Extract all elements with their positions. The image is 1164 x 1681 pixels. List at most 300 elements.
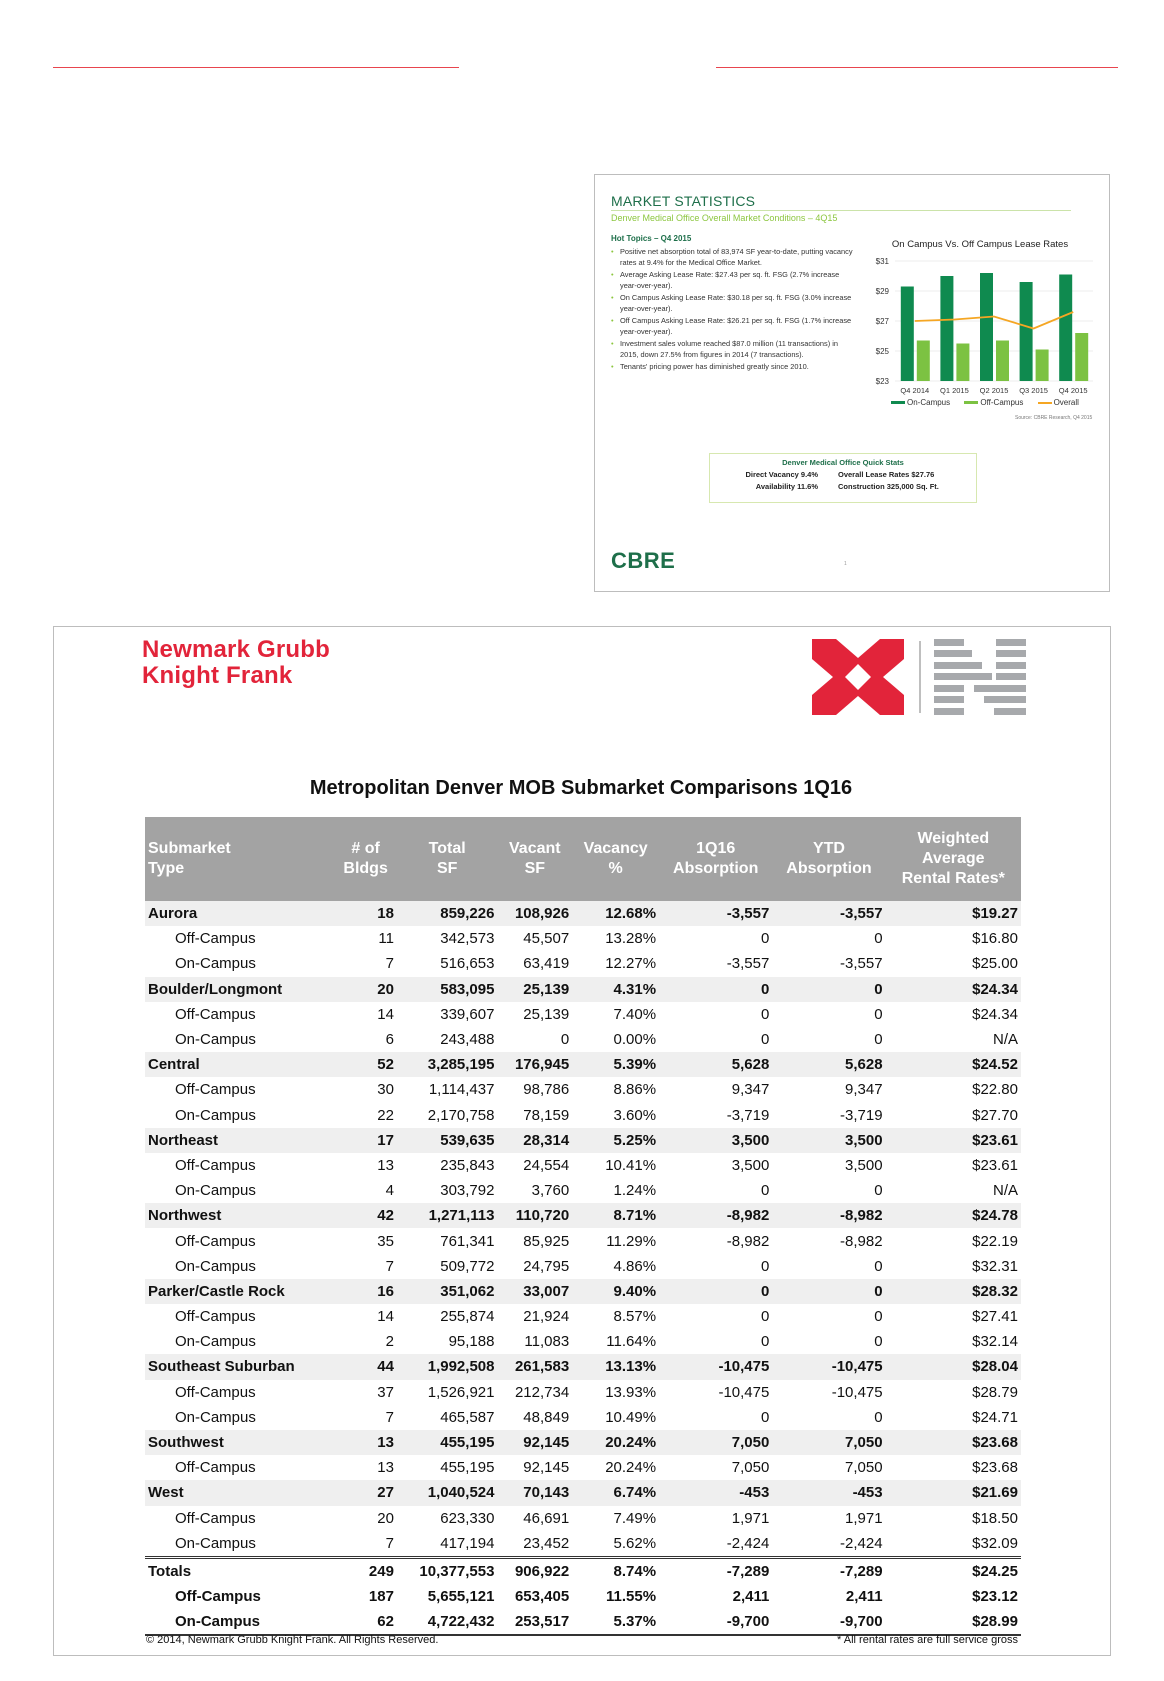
chart-bar-off-campus bbox=[996, 341, 1009, 382]
table-cell: 25,139 bbox=[523, 1005, 570, 1023]
table-cell: N/A bbox=[992, 1182, 1018, 1200]
top-rule-right bbox=[716, 67, 1118, 68]
table-cell: 0 bbox=[874, 1308, 883, 1326]
table-cell: 249 bbox=[334, 1557, 397, 1584]
table-cell: On-Campus bbox=[175, 1031, 256, 1049]
table-cell: West bbox=[145, 1480, 334, 1505]
table-cell: 35 bbox=[377, 1232, 394, 1250]
table-cell: 509,772 bbox=[440, 1257, 495, 1275]
quick-stats-row bbox=[710, 470, 976, 479]
table-cell: Off-Campus bbox=[175, 1005, 256, 1023]
table-cell: 0 bbox=[874, 1333, 883, 1351]
table-cell: $23.12 bbox=[972, 1588, 1018, 1606]
table-cell: 2 bbox=[385, 1333, 394, 1351]
table-cell: 243,488 bbox=[440, 1031, 495, 1049]
table-cell: N/A bbox=[992, 1031, 1018, 1049]
table-cell: 255,874 bbox=[440, 1308, 495, 1326]
table-cell: $23.61 bbox=[886, 1128, 1021, 1153]
table-cell: 7,050 bbox=[659, 1430, 772, 1455]
table-cell: -8,982 bbox=[659, 1203, 772, 1228]
table-cell: -3,557 bbox=[840, 955, 883, 973]
table-cell: 10,377,553 bbox=[397, 1557, 498, 1584]
table-cell: 859,226 bbox=[397, 901, 498, 926]
table-cell: Off-Campus bbox=[175, 930, 256, 948]
table-cell: $22.80 bbox=[972, 1081, 1018, 1099]
chart-legend bbox=[891, 398, 1091, 407]
table-cell: 3.60% bbox=[613, 1106, 657, 1124]
table-cell: On-Campus bbox=[175, 1534, 256, 1552]
chart-y-tick: $25 bbox=[875, 347, 889, 356]
table-cell: -3,719 bbox=[726, 1106, 770, 1124]
table-cell: On-Campus bbox=[175, 1408, 256, 1426]
table-cell: 10.41% bbox=[605, 1156, 657, 1174]
brand-line: Knight Frank bbox=[142, 662, 293, 689]
table-cell: -2,424 bbox=[726, 1534, 770, 1552]
table-cell: 0 bbox=[760, 1005, 770, 1023]
table-cell: 465,587 bbox=[440, 1408, 495, 1426]
table-cell: $24.34 bbox=[886, 977, 1021, 1002]
table-cell: 70,143 bbox=[497, 1480, 572, 1505]
submarket-comparison-panel bbox=[53, 626, 1111, 1656]
market-statistics-slide bbox=[594, 174, 1110, 592]
col-header-vacancy: Vacancy % bbox=[572, 817, 659, 901]
chart-title: On Campus Vs. Off Campus Lease Rates bbox=[891, 239, 1069, 250]
table-row bbox=[145, 1531, 1021, 1558]
table-cell: $32.09 bbox=[972, 1534, 1018, 1552]
table-cell: 7.40% bbox=[613, 1005, 657, 1023]
table-cell: 0 bbox=[874, 1182, 883, 1200]
table-cell: 1,040,524 bbox=[397, 1480, 498, 1505]
table-cell: 187 bbox=[368, 1588, 394, 1606]
legend-swatch-on-campus bbox=[891, 401, 905, 404]
table-cell: Northwest bbox=[145, 1203, 334, 1228]
table-cell: -10,475 bbox=[659, 1354, 772, 1379]
table-cell: 0 bbox=[874, 1257, 883, 1275]
table-cell: 20.24% bbox=[605, 1459, 657, 1477]
table-cell: 25,139 bbox=[497, 977, 572, 1002]
chart-y-tick: $31 bbox=[875, 257, 889, 266]
overall-lease-rates: Overall Lease Rates $27.76 bbox=[838, 470, 935, 479]
construction: Construction 325,000 Sq. Ft. bbox=[838, 482, 939, 491]
table-cell: 1,114,437 bbox=[428, 1081, 495, 1099]
table-cell: 176,945 bbox=[497, 1052, 572, 1077]
table-cell: 0 bbox=[874, 1031, 883, 1049]
table-cell: 5.39% bbox=[572, 1052, 659, 1077]
table-cell: 261,583 bbox=[497, 1354, 572, 1379]
table-row bbox=[145, 1329, 1021, 1354]
table-cell: 761,341 bbox=[440, 1232, 495, 1250]
table-cell: -453 bbox=[772, 1480, 885, 1505]
table-cell: 0 bbox=[874, 1005, 883, 1023]
table-cell: 22 bbox=[377, 1106, 394, 1124]
chart-bar-off-campus bbox=[917, 341, 930, 382]
table-cell: 13.13% bbox=[572, 1354, 659, 1379]
chart-bar-on-campus bbox=[940, 276, 953, 381]
table-cell: $27.70 bbox=[972, 1106, 1018, 1124]
table-cell: Off-Campus bbox=[175, 1459, 256, 1477]
table-cell: $28.32 bbox=[886, 1279, 1021, 1304]
table-cell: -3,557 bbox=[726, 955, 770, 973]
table-cell: 20.24% bbox=[572, 1430, 659, 1455]
table-cell: Off-Campus bbox=[175, 1588, 261, 1606]
table-cell: 623,330 bbox=[440, 1509, 495, 1527]
table-cell: -2,424 bbox=[840, 1534, 883, 1552]
hot-topic-item: • On Campus Asking Lease Rate: $30.18 per sq. ft. FSG (3.0% increase year-over-year). bbox=[611, 293, 856, 314]
chart-line-overall bbox=[915, 312, 1073, 329]
table-cell: 303,792 bbox=[440, 1182, 495, 1200]
table-cell: 92,145 bbox=[523, 1459, 570, 1477]
table-cell: 7 bbox=[385, 1257, 394, 1275]
table-title: Metropolitan Denver MOB Submarket Comparisons 1Q16 bbox=[309, 777, 853, 799]
table-cell: $28.79 bbox=[972, 1383, 1018, 1401]
table-row bbox=[145, 1506, 1021, 1531]
direct-vacancy: Direct Vacancy 9.4% bbox=[745, 470, 818, 479]
table-row bbox=[145, 977, 1021, 1002]
table-cell: 11.29% bbox=[606, 1232, 657, 1250]
slide-title: MARKET STATISTICS bbox=[611, 193, 756, 209]
table-row bbox=[145, 1304, 1021, 1329]
table-cell: 3,500 bbox=[772, 1128, 885, 1153]
table-cell: 4 bbox=[385, 1182, 394, 1200]
table-cell: 11.64% bbox=[606, 1333, 657, 1351]
table-cell: Central bbox=[145, 1052, 334, 1077]
table-cell: -9,700 bbox=[772, 1609, 885, 1635]
table-cell: Off-Campus bbox=[175, 1308, 256, 1326]
table-cell: Totals bbox=[145, 1557, 334, 1584]
table-cell: On-Campus bbox=[175, 1257, 256, 1275]
table-cell: -9,700 bbox=[659, 1609, 772, 1635]
table-cell: 4.31% bbox=[572, 977, 659, 1002]
table-cell: Off-Campus bbox=[175, 1383, 256, 1401]
table-cell: 342,573 bbox=[440, 930, 495, 948]
table-cell: 455,195 bbox=[397, 1430, 498, 1455]
cbre-logo: CBRE bbox=[611, 548, 676, 573]
table-cell: 10.49% bbox=[605, 1408, 657, 1426]
brand-line: Newmark Grubb bbox=[142, 636, 330, 663]
table-row bbox=[145, 1455, 1021, 1480]
table-cell: 3,285,195 bbox=[397, 1052, 498, 1077]
table-cell: -3,719 bbox=[840, 1106, 883, 1124]
table-cell: 0 bbox=[560, 1031, 570, 1049]
table-cell: 18 bbox=[334, 901, 397, 926]
table-cell: $19.27 bbox=[886, 901, 1021, 926]
table-cell: 1,971 bbox=[731, 1509, 770, 1527]
table-cell: 2,411 bbox=[845, 1588, 883, 1606]
table-row bbox=[145, 1052, 1021, 1077]
table-row bbox=[145, 901, 1021, 926]
table-cell: 28,314 bbox=[497, 1128, 572, 1153]
table-cell: 7,050 bbox=[731, 1459, 770, 1477]
table-cell: $24.78 bbox=[886, 1203, 1021, 1228]
table-cell: 1.24% bbox=[613, 1182, 657, 1200]
table-row bbox=[145, 1228, 1021, 1253]
table-row bbox=[145, 1380, 1021, 1405]
table-cell: 351,062 bbox=[397, 1279, 498, 1304]
col-header-1q16-absorption: 1Q16 Absorption bbox=[659, 817, 772, 901]
table-cell: 30 bbox=[377, 1081, 394, 1099]
table-cell: 62 bbox=[334, 1609, 397, 1635]
table-cell: $28.99 bbox=[886, 1609, 1021, 1635]
table-cell: 212,734 bbox=[514, 1383, 570, 1401]
table-row bbox=[145, 951, 1021, 976]
table-cell: 6 bbox=[385, 1031, 394, 1049]
legend-swatch-off-campus bbox=[964, 401, 978, 404]
table-cell: 5.25% bbox=[572, 1128, 659, 1153]
table-cell: 8.57% bbox=[613, 1308, 657, 1326]
table-cell: 539,635 bbox=[397, 1128, 498, 1153]
table-cell: 6.74% bbox=[572, 1480, 659, 1505]
table-row bbox=[145, 1153, 1021, 1178]
table-cell: 417,194 bbox=[440, 1534, 495, 1552]
table-cell: 3,500 bbox=[845, 1156, 883, 1174]
chart-bar-off-campus bbox=[1075, 333, 1088, 381]
table-cell: 7,050 bbox=[845, 1459, 883, 1477]
table-cell: 85,925 bbox=[523, 1232, 570, 1250]
table-cell: -3,557 bbox=[772, 901, 885, 926]
table-cell: 24,795 bbox=[523, 1257, 570, 1275]
ngkf-n-logo-icon bbox=[934, 639, 1026, 715]
col-header-submarket: Submarket Type bbox=[145, 817, 334, 901]
table-cell: 5.62% bbox=[613, 1534, 657, 1552]
table-cell: 8.86% bbox=[613, 1081, 657, 1099]
table-cell: Boulder/Longmont bbox=[145, 977, 334, 1002]
table-cell: 42 bbox=[334, 1203, 397, 1228]
quick-stats-row bbox=[710, 482, 976, 491]
col-header-vacant-sf: Vacant SF bbox=[497, 817, 572, 901]
table-cell: 0 bbox=[772, 1279, 885, 1304]
table-cell: Off-Campus bbox=[175, 1156, 256, 1174]
table-cell: 63,419 bbox=[523, 955, 570, 973]
table-cell: 253,517 bbox=[497, 1609, 572, 1635]
table-cell: 4.86% bbox=[613, 1257, 657, 1275]
table-cell: 235,843 bbox=[440, 1156, 495, 1174]
table-cell: 13 bbox=[377, 1459, 394, 1477]
table-cell: $24.52 bbox=[886, 1052, 1021, 1077]
table-cell: On-Campus bbox=[175, 1182, 256, 1200]
table-cell: 7 bbox=[385, 955, 394, 973]
table-cell: $22.19 bbox=[972, 1232, 1018, 1250]
table-cell: 339,607 bbox=[440, 1005, 495, 1023]
table-cell: Off-Campus bbox=[175, 1509, 256, 1527]
table-cell: Off-Campus bbox=[175, 1232, 256, 1250]
chart-bar-off-campus bbox=[1036, 350, 1049, 382]
hot-topic-item: • Off Campus Asking Lease Rate: $26.21 per sq. ft. FSG (1.7% increase year-over-year). bbox=[611, 316, 856, 337]
table-cell: 24,554 bbox=[523, 1156, 570, 1174]
slide-page-number: 1 bbox=[844, 561, 847, 567]
table-cell: 5,628 bbox=[772, 1052, 885, 1077]
table-row bbox=[145, 1178, 1021, 1203]
table-cell: -10,475 bbox=[718, 1383, 770, 1401]
table-cell: -7,289 bbox=[659, 1557, 772, 1584]
table-cell: 0 bbox=[659, 977, 772, 1002]
chart-y-tick: $23 bbox=[875, 377, 889, 386]
table-cell: 33,007 bbox=[497, 1279, 572, 1304]
table-cell: 48,849 bbox=[523, 1408, 570, 1426]
table-cell: 0 bbox=[760, 1182, 770, 1200]
legend-label: Overall bbox=[1053, 398, 1079, 407]
table-cell: 7 bbox=[385, 1534, 394, 1552]
table-cell: 108,926 bbox=[497, 901, 572, 926]
table-cell: 3,760 bbox=[531, 1182, 570, 1200]
table-cell: 583,095 bbox=[397, 977, 498, 1002]
chart-x-tick: Q3 2015 bbox=[1019, 386, 1048, 395]
table-cell: On-Campus bbox=[175, 1333, 256, 1351]
table-row bbox=[145, 1609, 1021, 1635]
table-cell: 7 bbox=[385, 1408, 394, 1426]
table-cell: Northeast bbox=[145, 1128, 334, 1153]
chart-x-tick: Q4 2015 bbox=[1058, 386, 1088, 395]
table-cell: 455,195 bbox=[440, 1459, 495, 1477]
chart-x-tick: Q4 2014 bbox=[900, 386, 930, 395]
hot-topic-item: • Positive net absorption total of 83,974 SF year-to-date, putting vacancy rates at 9.4% for the Medical Office Market. bbox=[611, 247, 856, 268]
ngkf-x-logo-icon bbox=[812, 639, 904, 715]
logo-divider bbox=[919, 641, 921, 713]
table-cell: 11.55% bbox=[606, 1588, 657, 1606]
table-cell: $23.68 bbox=[972, 1459, 1018, 1477]
table-cell: 27 bbox=[334, 1480, 397, 1505]
table-cell: 0 bbox=[772, 977, 885, 1002]
table-header-row bbox=[145, 817, 1021, 901]
col-header-rental-rates: Weighted Average Rental Rates* bbox=[886, 817, 1021, 901]
quick-stats-box bbox=[709, 453, 977, 503]
table-cell: 1,271,113 bbox=[397, 1203, 498, 1228]
table-cell: 14 bbox=[377, 1005, 394, 1023]
top-rule-left bbox=[53, 67, 459, 68]
chart-y-tick: $27 bbox=[875, 317, 889, 326]
chart-source: Source: CBRE Research, Q4 2015 bbox=[1015, 415, 1093, 421]
table-cell: 13.93% bbox=[605, 1383, 657, 1401]
table-cell: 37 bbox=[377, 1383, 394, 1401]
table-cell: 110,720 bbox=[497, 1203, 572, 1228]
quick-stats-title: Denver Medical Office Quick Stats bbox=[782, 458, 904, 467]
table-cell: Southwest bbox=[145, 1430, 334, 1455]
chart-bar-on-campus bbox=[1020, 282, 1033, 381]
table-cell: 98,786 bbox=[523, 1081, 570, 1099]
chart-bar-on-campus bbox=[901, 287, 914, 382]
table-cell: $23.61 bbox=[972, 1156, 1018, 1174]
table-row bbox=[145, 1557, 1021, 1584]
table-body bbox=[145, 901, 1021, 1635]
table-cell: 4,722,432 bbox=[397, 1609, 498, 1635]
table-cell: Southeast Suburban bbox=[145, 1354, 334, 1379]
table-cell: 3,500 bbox=[731, 1156, 770, 1174]
table-cell: 1,971 bbox=[845, 1509, 883, 1527]
hot-topic-item: • Tenants' pricing power has diminished greatly since 2010. bbox=[611, 362, 856, 373]
table-cell: Off-Campus bbox=[175, 1081, 256, 1099]
availability: Availability 11.6% bbox=[755, 482, 818, 491]
table-cell: 11,083 bbox=[524, 1333, 570, 1351]
table-row bbox=[145, 1480, 1021, 1505]
table-cell: 13 bbox=[377, 1156, 394, 1174]
table-cell: -453 bbox=[659, 1480, 772, 1505]
table-cell: 78,159 bbox=[523, 1106, 570, 1124]
table-row bbox=[145, 1430, 1021, 1455]
table-cell: 906,922 bbox=[497, 1557, 572, 1584]
table-cell: 12.68% bbox=[572, 901, 659, 926]
table-cell: On-Campus bbox=[145, 1609, 334, 1635]
table-row bbox=[145, 926, 1021, 951]
rental-rate-footnote: * All rental rates are full service gross bbox=[837, 1634, 1018, 1646]
slide-subtitle: Denver Medical Office Overall Market Conditions – 4Q15 bbox=[611, 213, 838, 223]
table-row bbox=[145, 1128, 1021, 1153]
table-cell: -8,982 bbox=[840, 1232, 883, 1250]
chart-x-tick: Q2 2015 bbox=[979, 386, 1009, 395]
newmark-brand-logo bbox=[142, 637, 330, 689]
table-cell: 44 bbox=[334, 1354, 397, 1379]
table-cell: 0 bbox=[760, 930, 770, 948]
table-cell: Aurora bbox=[145, 901, 334, 926]
table-cell: $32.31 bbox=[972, 1257, 1018, 1275]
table-cell: $24.71 bbox=[972, 1408, 1018, 1426]
table-cell: $21.69 bbox=[886, 1480, 1021, 1505]
table-cell: 13 bbox=[334, 1430, 397, 1455]
table-cell: 16 bbox=[334, 1279, 397, 1304]
table-cell: 52 bbox=[334, 1052, 397, 1077]
hot-topic-item: • Investment sales volume reached $87.0 million (11 transactions) in 2015, down 27.5% from figures in 2014 (7 transactions). bbox=[611, 339, 856, 360]
table-cell: 0 bbox=[874, 1408, 883, 1426]
table-cell: $28.04 bbox=[886, 1354, 1021, 1379]
col-header-total-sf: Total SF bbox=[397, 817, 498, 901]
table-cell: 0 bbox=[874, 930, 883, 948]
table-cell: 14 bbox=[377, 1308, 394, 1326]
table-cell: 1,992,508 bbox=[397, 1354, 498, 1379]
col-header-ytd-absorption: YTD Absorption bbox=[772, 817, 885, 901]
chart-x-tick: Q1 2015 bbox=[940, 386, 969, 395]
table-cell: 21,924 bbox=[523, 1308, 570, 1326]
table-row bbox=[145, 1002, 1021, 1027]
table-cell: $23.68 bbox=[886, 1430, 1021, 1455]
table-cell: 1,526,921 bbox=[427, 1383, 495, 1401]
table-cell: -7,289 bbox=[772, 1557, 885, 1584]
table-cell: 2,411 bbox=[732, 1588, 770, 1606]
table-cell: 11 bbox=[378, 930, 394, 948]
table-cell: $18.50 bbox=[972, 1509, 1018, 1527]
col-header-bldgs: # of Bldgs bbox=[334, 817, 397, 901]
table-cell: 20 bbox=[377, 1509, 394, 1527]
table-cell: $24.25 bbox=[886, 1557, 1021, 1584]
table-cell: 0.00% bbox=[613, 1031, 657, 1049]
table-cell: Parker/Castle Rock bbox=[145, 1279, 334, 1304]
table-cell: 20 bbox=[334, 977, 397, 1002]
table-cell: 45,507 bbox=[523, 930, 570, 948]
chart-bar-on-campus bbox=[980, 273, 993, 381]
table-cell: -10,475 bbox=[831, 1383, 883, 1401]
table-row bbox=[145, 1354, 1021, 1379]
legend-label: Off-Campus bbox=[980, 398, 1024, 407]
table-cell: On-Campus bbox=[175, 955, 256, 973]
table-cell: 7,050 bbox=[772, 1430, 885, 1455]
chart-bar-off-campus bbox=[956, 344, 969, 382]
table-cell: 0 bbox=[760, 1408, 770, 1426]
table-cell: On-Campus bbox=[175, 1106, 256, 1124]
table-cell: 653,405 bbox=[514, 1588, 570, 1606]
chart-y-tick: $29 bbox=[875, 287, 889, 296]
table-cell: 0 bbox=[760, 1031, 770, 1049]
table-cell: -8,982 bbox=[772, 1203, 885, 1228]
table-cell: 516,653 bbox=[440, 955, 495, 973]
legend-label: On-Campus bbox=[907, 398, 951, 407]
table-cell: $32.14 bbox=[972, 1333, 1018, 1351]
table-cell: 5.37% bbox=[572, 1609, 659, 1635]
table-cell: $27.41 bbox=[972, 1308, 1018, 1326]
table-row bbox=[145, 1203, 1021, 1228]
hot-topics-title: Hot Topics – Q4 2015 bbox=[611, 234, 692, 243]
table-cell: 2,170,758 bbox=[427, 1106, 495, 1124]
table-cell: -8,982 bbox=[726, 1232, 770, 1250]
hot-topic-item: • Average Asking Lease Rate: $27.43 per sq. ft. FSG (2.7% increase year-over-year). bbox=[611, 270, 856, 291]
legend-swatch-overall bbox=[1038, 402, 1052, 404]
table-row bbox=[145, 1103, 1021, 1128]
